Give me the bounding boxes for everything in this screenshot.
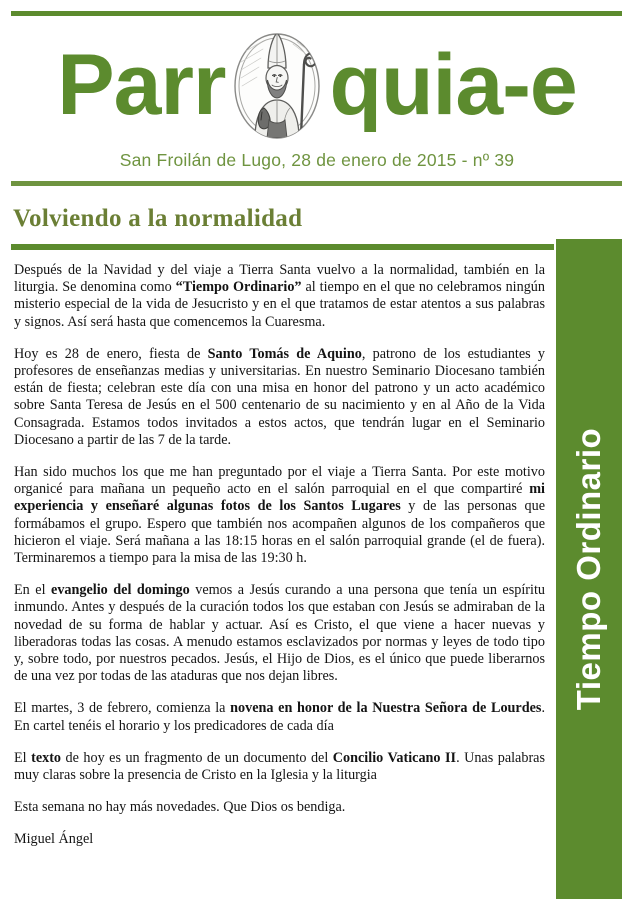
article-title: Volviendo a la normalidad bbox=[13, 205, 303, 232]
paragraph-intro-emphasis: “Tiempo Ordinario” bbox=[175, 279, 302, 296]
paragraph-santo-tomas-emphasis: Santo Tomás de Aquino bbox=[207, 345, 362, 362]
paragraph-tierra-santa-emphasis: mi experiencia y enseñaré algunas fotos de los Santos Lugares bbox=[14, 481, 545, 515]
paragraph-texto-text-e: . Unas palabras muy claras sobre la presencia de Cristo en la Iglesia y la liturgia bbox=[14, 749, 545, 784]
paragraph-tierra-santa-text-a: Han sido muchos los que me han preguntado por el viaje a Tierra Santa. Por este motivo organicé para mañana un pequeño acto en el salón parroquial en el que compartiré bbox=[14, 464, 545, 498]
paragraph-santo-tomas-text-a: Hoy es 28 de enero, fiesta de bbox=[14, 345, 208, 362]
liturgical-season-label: Tiempo Ordinario bbox=[570, 427, 607, 711]
paragraph-evangelio-text-a: En el bbox=[14, 582, 52, 599]
paragraph-intro-text-a: Después de la Navidad y del viaje a Tierra Santa vuelvo a la normalidad, también en la liturgia. Se denomina como bbox=[14, 262, 545, 296]
paragraph-novena-text-c: . En cartel tenéis el horario y los predicadores de cada día bbox=[14, 700, 545, 734]
publication-wordmark bbox=[0, 22, 634, 148]
paragraph-novena-text-a: El martes, 3 de febrero, comienza la bbox=[14, 700, 231, 717]
paragraph-novena bbox=[14, 700, 545, 734]
top-divider-rule bbox=[11, 11, 622, 16]
paragraph-texto bbox=[14, 750, 545, 784]
masthead-subtitle: San Froilán de Lugo, 28 de enero de 2015 - nº 39 bbox=[119, 150, 515, 170]
paragraph-evangelio bbox=[14, 582, 545, 685]
paragraph-texto-emphasis-1: texto bbox=[31, 749, 62, 766]
masthead bbox=[0, 22, 634, 148]
bishop-medallion-icon bbox=[231, 28, 323, 142]
wordmark-text-right: quia-e bbox=[329, 37, 577, 133]
article-body bbox=[14, 262, 545, 864]
author-signature: Miguel Ángel bbox=[14, 831, 94, 848]
paragraph-tierra-santa-text-c: y de las personas que formábamos el grupo. Espero que también nos acompañen algunos de los compañeros que hicieron el viaje. Será mañana a las 18:15 horas en el salón parroquial grande (el de fuera). Terminaremos a tiempo para la misa de las 19:30 h. bbox=[14, 498, 545, 567]
liturgical-season-band bbox=[556, 239, 622, 899]
paragraph-intro bbox=[14, 262, 545, 331]
paragraph-evangelio-text-c: vemos a Jesús curando a una persona que tenía un espíritu inmundo. Antes y después de la curación todos los que estaban con Jesús se admiraban de la novedad de su forma de hablar y actuar. Así es Cristo, el que viene a hacer nuevas y liberadoras todas las cosas. A menudo estamos esclavizados por normas y leyes de todo tipo y, sobre todo, por nuestros pecados. Jesús, el Hijo de Dios, es el único que puede liberarnos de una vez por todas de las ataduras que nos dejan libres. bbox=[14, 582, 545, 685]
paragraph-texto-text-a: El bbox=[14, 749, 32, 766]
paragraph-santo-tomas-text-c: , patrono de los estudiantes y profesores de enseñanzas medias y universitarias. En nuestro Seminario Diocesano también están de fiesta; celebran este día con una misa en honor del patrono y un acto académico sobre Santa Teresa de Jesús en el 500 centenario de su nacimiento y en al Año de la Vida Consagrada. Estamos todos invitados a estos actos, que tendrán lugar en el Seminario Diocesano a partir de las 7 de la tarde. bbox=[14, 345, 546, 448]
paragraph-evangelio-emphasis: evangelio del domingo bbox=[51, 582, 190, 599]
paragraph-texto-text-c: de hoy es un fragmento de un documento del bbox=[61, 749, 333, 766]
article-title-rule bbox=[11, 244, 554, 250]
paragraph-closing: Esta semana no hay más novedades. Que Dios os bendiga. bbox=[14, 799, 346, 816]
paragraph-tierra-santa bbox=[14, 464, 545, 567]
paragraph-novena-emphasis: novena en honor de la Nuestra Señora de Lourdes bbox=[230, 700, 542, 717]
wordmark-text-left: Parr bbox=[57, 37, 226, 133]
masthead-divider-rule bbox=[11, 181, 622, 186]
paragraph-santo-tomas bbox=[14, 346, 545, 449]
paragraph-intro-text-c: al tiempo en el que no celebramos ningún misterio especial de la vida de Jesucristo y en el que tratamos de estar atentos a sus palabras y signos. Así será hasta que comencemos la Cuaresma. bbox=[14, 279, 545, 330]
paragraph-texto-emphasis-2: Concilio Vaticano II bbox=[332, 749, 457, 766]
